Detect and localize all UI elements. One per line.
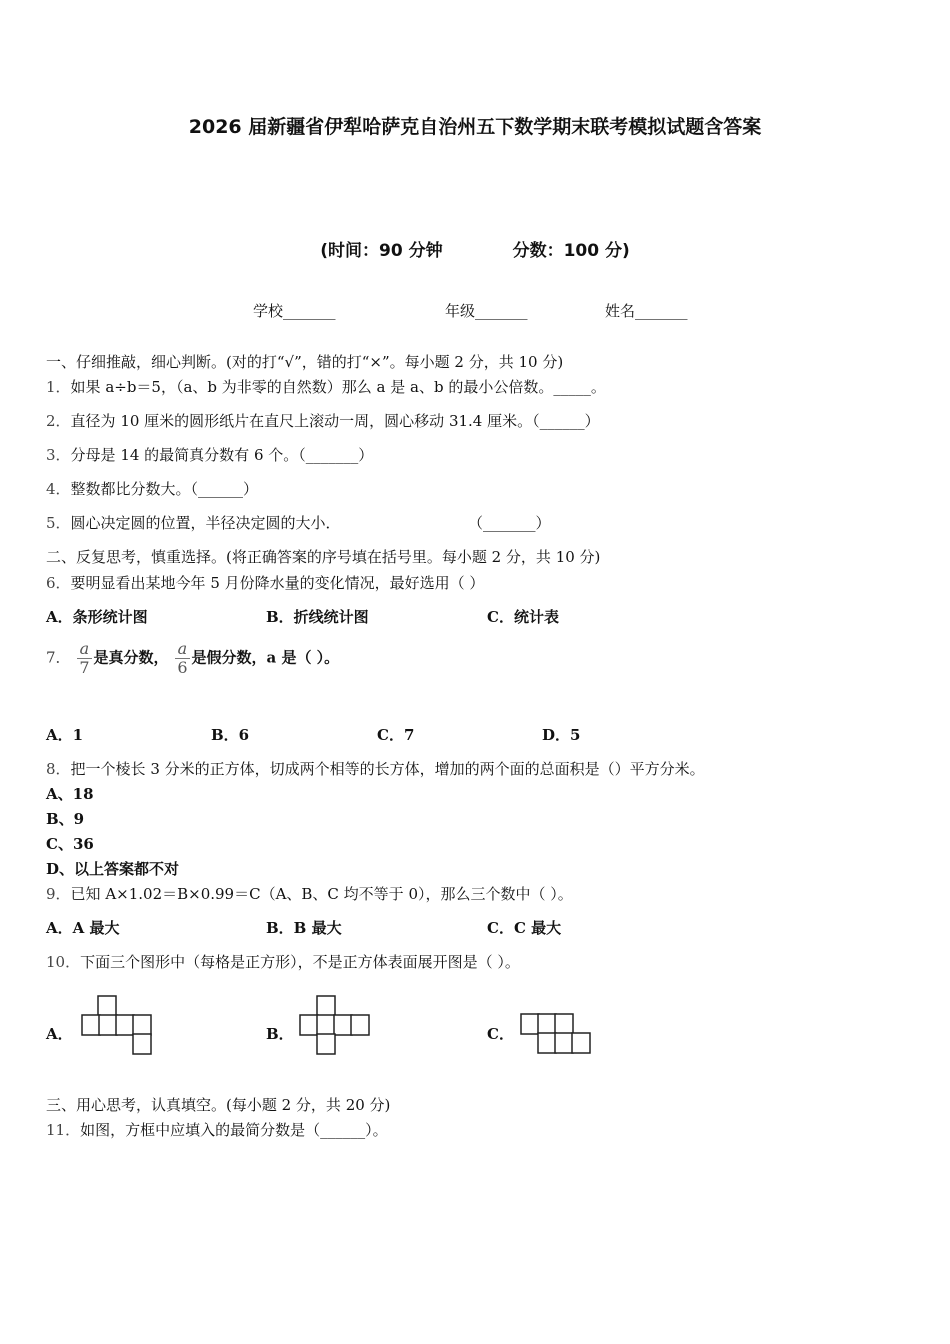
question-8 [46, 758, 705, 779]
answer-blank: （_______） [468, 514, 551, 532]
question-number: 1． [46, 378, 71, 396]
question-1 [46, 376, 606, 397]
option-c: C．C 最大 [487, 919, 562, 937]
question-text: 要明显看出某地今年 5 月份降水量的变化情况，最好选用（ ） [70, 574, 485, 592]
name-field: 姓名_______ [605, 302, 688, 320]
question-number: 3． [46, 446, 71, 464]
page-title: 2026 届新疆省伊犁哈萨克自治州五下数学期末联考模拟试题含答案 [188, 116, 762, 138]
question-text: 直径为 10 厘米的圆形纸片在直尺上滚动一周，圆心移动 31.4 厘米。（______） [70, 412, 600, 430]
fraction-denominator: 6 [177, 658, 188, 677]
exam-score: 分数：100 分) [512, 241, 630, 261]
grade-field: 年级_______ [445, 302, 528, 320]
question-text: 下面三个图形中（每格是正方形），不是正方体表面展开图是（ ）。 [80, 953, 520, 971]
option-a: A．条形统计图 [46, 608, 148, 626]
section2-heading: 二、反复思考，慎重选择。(将正确答案的序号填在括号里。每小题 2 分，共 10 分) [46, 548, 601, 566]
option-a: A．1 [46, 726, 84, 744]
option-b: B．6 [211, 726, 250, 744]
net-figure-a [80, 994, 154, 1058]
question-text: 整数都比分数大。（______） [70, 480, 259, 498]
exam-info [0, 236, 950, 261]
question-11 [46, 1119, 388, 1140]
exam-time: (时间：90 分钟 [320, 241, 443, 261]
question-7 [46, 640, 339, 677]
question-6 [46, 572, 484, 593]
question-number: 10． [46, 953, 81, 971]
question-text: 把一个棱长 3 分米的正方体，切成两个相等的长方体，增加的两个面的总面积是（）平方分米。 [70, 760, 705, 778]
school-field: 学校_______ [253, 302, 336, 320]
question-text: 圆心决定圆的位置，半径决定圆的大小． [70, 514, 341, 532]
question-4 [46, 478, 258, 499]
option-a: A、18 [46, 785, 94, 803]
question-number: 11． [46, 1121, 81, 1139]
option-d: D．5 [542, 726, 581, 744]
question-5 [46, 512, 341, 533]
question-number: 4． [46, 480, 71, 498]
net-figure-b [298, 994, 372, 1058]
fraction-numerator: a [175, 640, 189, 659]
fraction-numerator: a [77, 640, 91, 659]
option-c: C．7 [377, 726, 415, 744]
fraction-a-over-6 [175, 640, 189, 677]
section3-heading: 三、用心思考，认真填空。(每小题 2 分，共 20 分) [46, 1096, 391, 1114]
question-3 [46, 444, 373, 465]
option-a: A． [46, 1025, 73, 1043]
question-number: 7． [46, 648, 71, 667]
question-number: 6． [46, 574, 71, 592]
option-d: D、以上答案都不对 [46, 860, 180, 878]
question-text: 分母是 14 的最简真分数有 6 个。（_______） [70, 446, 374, 464]
question-number: 5． [46, 514, 71, 532]
question-text: 已知 A×1.02＝B×0.99＝C（A、B、C 均不等于 0），那么三个数中（ ）。 [70, 885, 573, 903]
option-b: B． [266, 1025, 294, 1043]
option-b: B．B 最大 [266, 919, 342, 937]
option-b: B．折线统计图 [266, 608, 369, 626]
net-figure-c [519, 1012, 593, 1058]
question-number: 9． [46, 885, 71, 903]
question-text: 是假分数，a 是（ ）。 [191, 648, 340, 667]
option-c: C、36 [46, 835, 94, 853]
question-10 [46, 951, 520, 972]
question-text: 是真分数， [93, 648, 169, 667]
question-number: 2． [46, 412, 71, 430]
option-b: B、9 [46, 810, 85, 828]
question-text: 如图，方框中应填入的最简分数是（______）。 [80, 1121, 388, 1139]
option-c: C．统计表 [487, 608, 559, 626]
fraction-denominator: 7 [79, 658, 90, 677]
fraction-a-over-7 [77, 640, 91, 677]
question-2 [46, 410, 600, 431]
question-text: 如果 a÷b＝5，（a、b 为非零的自然数）那么 a 是 a、b 的最小公倍数。_____。 [70, 378, 606, 396]
question-9 [46, 883, 573, 904]
question-number: 8． [46, 760, 71, 778]
option-a: A．A 最大 [46, 919, 120, 937]
option-c: C． [487, 1025, 514, 1043]
section1-heading: 一、仔细推敲，细心判断。(对的打“√”，错的打“×”。每小题 2 分，共 10 分) [46, 353, 564, 371]
